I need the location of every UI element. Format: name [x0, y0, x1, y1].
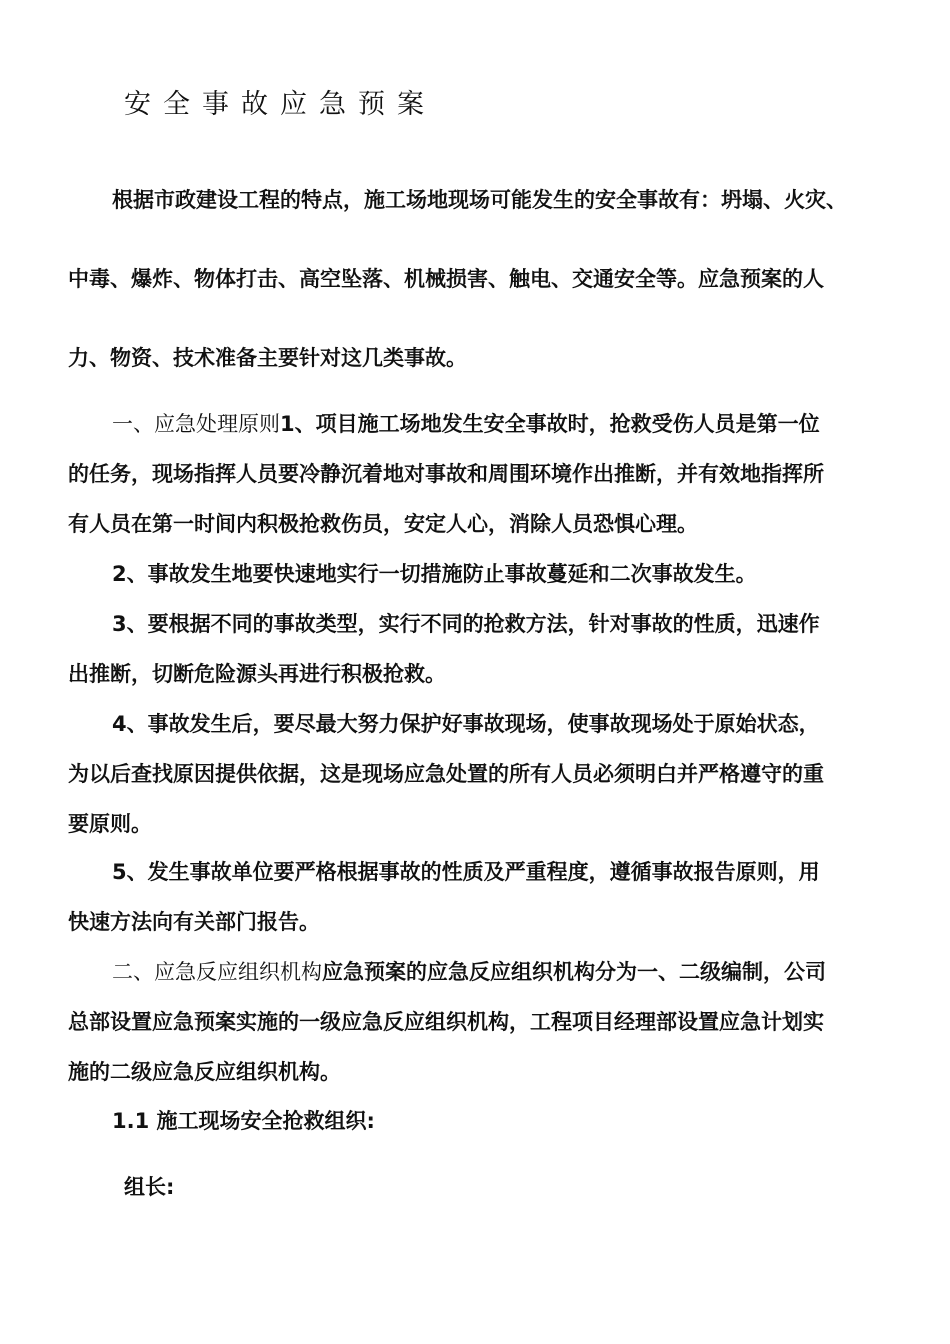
- section2-line-3: 施的二级应急反应组织机构。: [68, 1060, 341, 1084]
- subsection-heading: 1.1 施工现场安全抢救组织:: [112, 1109, 375, 1133]
- section2-line-2: 总部设置应急预案实施的一级应急反应组织机构，工程项目经理部设置应急计划实: [68, 1010, 824, 1034]
- section1-item-4-line-3: 要原则。: [68, 812, 152, 836]
- section2-line1-rest: 应急预案的应急反应组织机构分为一、二级编制，公司: [322, 960, 826, 984]
- intro-line-3: 力、物资、技术准备主要针对这几类事故。: [68, 346, 467, 370]
- section1-line-3: 有人员在第一时间内积极抢救伤员，安定人心，消除人员恐惧心理。: [68, 512, 698, 536]
- section1-item-2: 2、事故发生地要快速地实行一切措施防止事故蔓延和二次事故发生。: [112, 562, 757, 586]
- section1-label: 一、应急处理原则: [112, 412, 280, 436]
- document-title: 安全事故应急预案: [124, 89, 436, 120]
- section1-item-4-line-2: 为以后查找原因提供依据，这是现场应急处置的所有人员必须明白并严格遵守的重: [68, 762, 824, 786]
- group-leader-label: 组长:: [124, 1175, 175, 1199]
- section1-item-5-line-1: 5、发生事故单位要严格根据事故的性质及严重程度，遵循事故报告原则，用: [112, 860, 820, 884]
- section2-label: 二、应急反应组织机构: [112, 960, 322, 984]
- section1-line1-rest: 1、项目施工场地发生安全事故时，抢救受伤人员是第一位: [280, 412, 820, 436]
- intro-line-1: 根据市政建设工程的特点，施工场地现场可能发生的安全事故有：坍塌、火灾、: [112, 188, 847, 212]
- section1-line-2: 的任务，现场指挥人员要冷静沉着地对事故和周围环境作出推断，并有效地指挥所: [68, 462, 824, 486]
- section1-item-3-line-2: 出推断，切断危险源头再进行积极抢救。: [68, 662, 446, 686]
- section1-line-1: [112, 414, 820, 435]
- section2-line-1: [112, 962, 826, 983]
- section1-item-3-line-1: 3、要根据不同的事故类型，实行不同的抢救方法，针对事故的性质，迅速作: [112, 612, 820, 636]
- section1-item-5-line-2: 快速方法向有关部门报告。: [68, 910, 320, 934]
- section1-item-4-line-1: 4、事故发生后，要尽最大努力保护好事故现场，使事故现场处于原始状态，: [112, 712, 820, 736]
- intro-line-2: 中毒、爆炸、物体打击、高空坠落、机械损害、触电、交通安全等。应急预案的人: [68, 267, 824, 291]
